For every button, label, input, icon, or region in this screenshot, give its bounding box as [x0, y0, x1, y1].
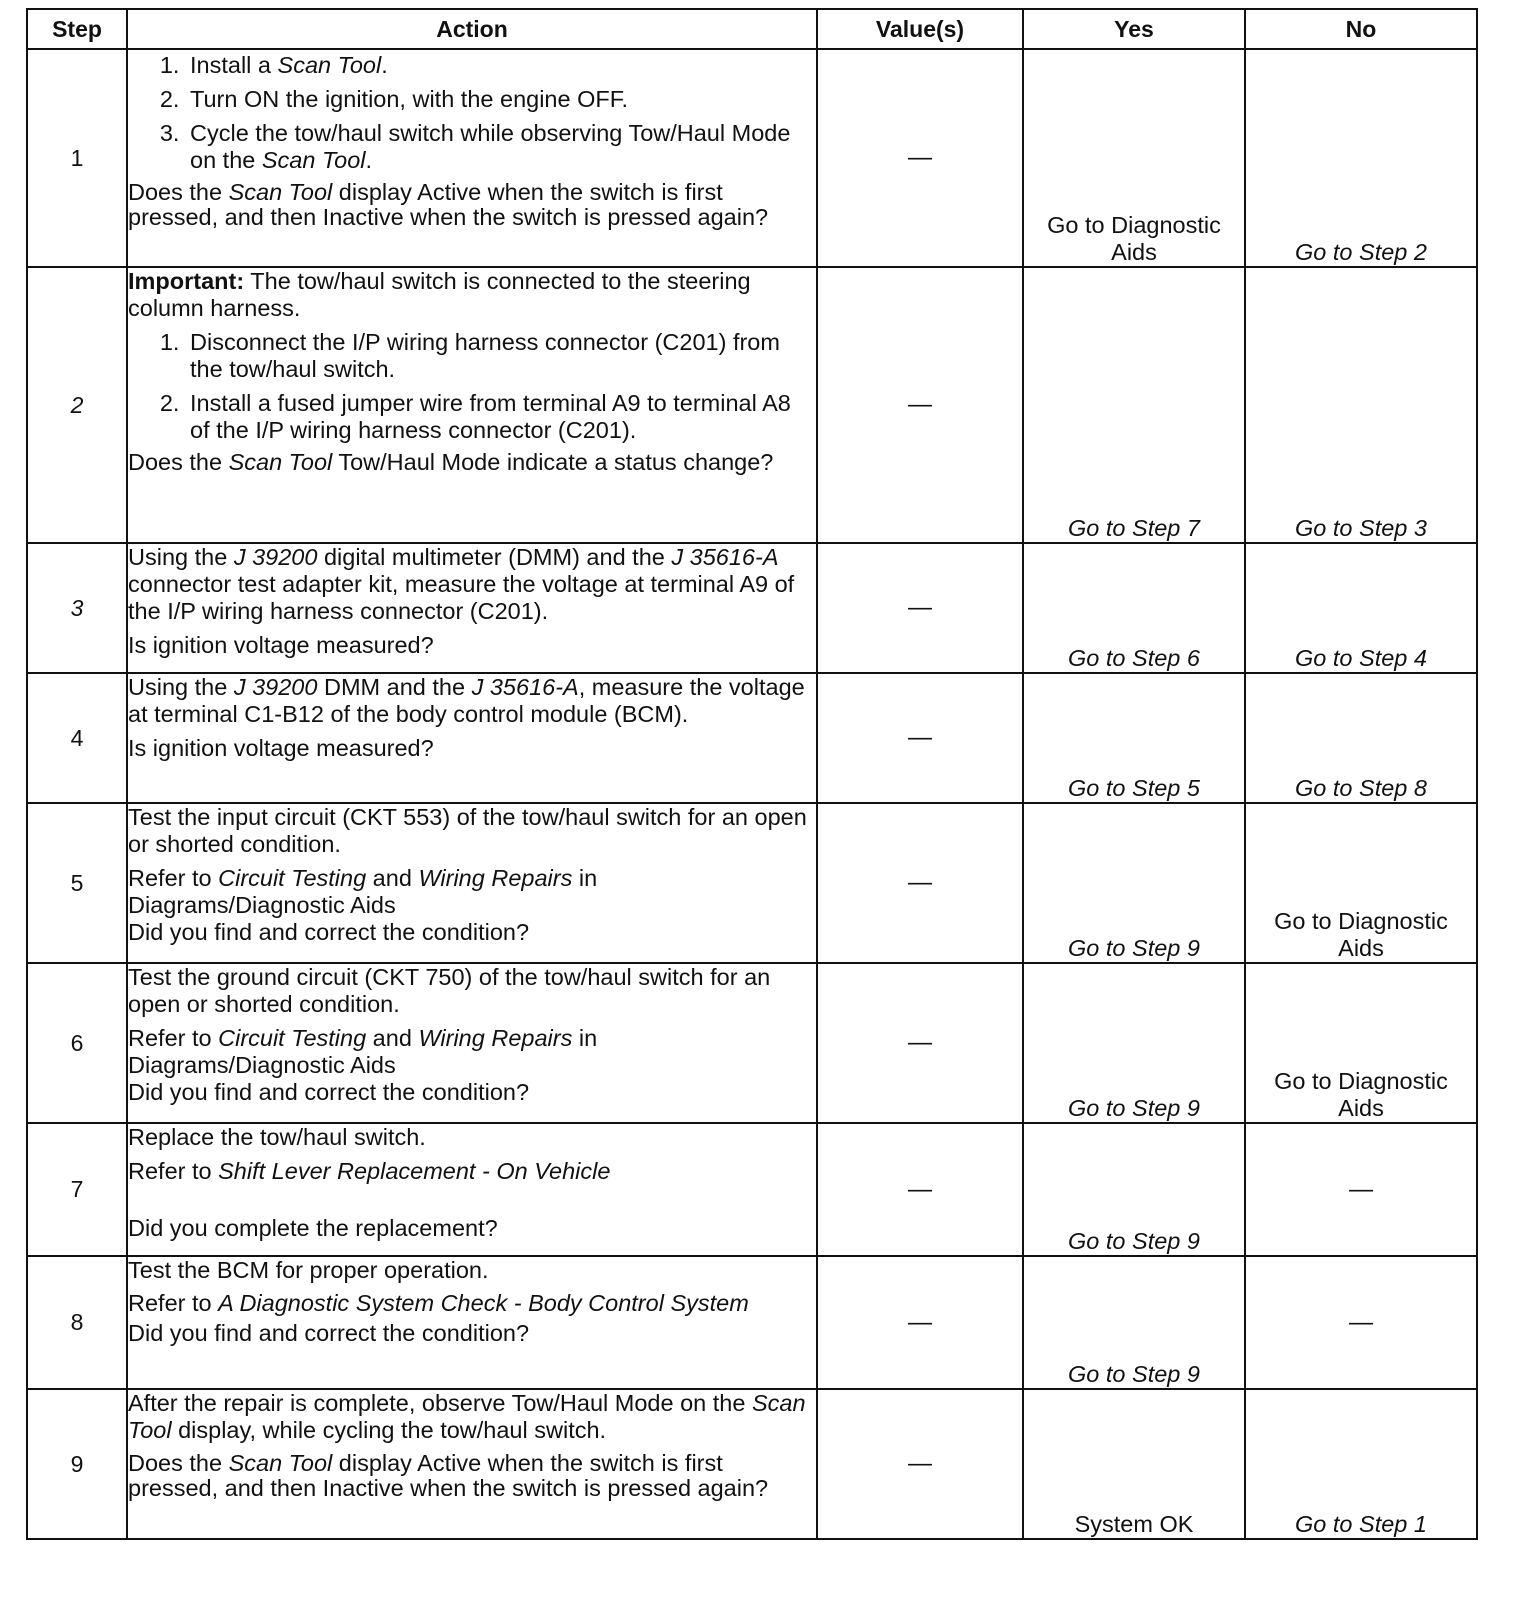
step-row-9 [27, 1389, 1477, 1539]
step-number: 2 [27, 267, 127, 543]
action-cell [127, 803, 817, 963]
step-row-6 [27, 963, 1477, 1123]
yes-cell: Go to Step 7 [1023, 267, 1245, 543]
refer-location: Diagrams/Diagnostic Aids [128, 892, 396, 918]
step-row-3 [27, 543, 1477, 673]
action-question: Did you find and correct the condition? [128, 919, 530, 945]
no-cell: Go to Step 3 [1245, 267, 1477, 543]
action-text: Using the J 39200 digital multimeter (DMM) and the J 35616-A connector test adapter kit, measure the voltage at terminal A9 of the I/P wiring harness connector (C201). [128, 544, 795, 624]
step-number: 8 [27, 1256, 127, 1389]
no-cell: — [1245, 1256, 1477, 1389]
no-cell: Go to Diagnostic Aids [1245, 803, 1477, 963]
action-list [128, 329, 816, 444]
list-item: 1. Install a Scan Tool. [186, 52, 816, 79]
step-number: 5 [27, 803, 127, 963]
action-text: Test the ground circuit (CKT 750) of the tow/haul switch for an open or shorted condition. [128, 964, 771, 1017]
step-number: 6 [27, 963, 127, 1123]
yes-cell: Go to Step 9 [1023, 1256, 1245, 1389]
header-step: Step [27, 9, 127, 49]
action-cell [127, 1389, 817, 1539]
refer-text: Refer to Circuit Testing and Wiring Repairs in [128, 1025, 598, 1051]
action-question: Is ignition voltage measured? [128, 632, 434, 658]
header-action: Action [127, 9, 817, 49]
action-cell [127, 1123, 817, 1256]
step-row-2 [27, 267, 1477, 543]
refer-text: Refer to Shift Lever Replacement - On Vehicle [128, 1158, 611, 1184]
action-cell [127, 543, 817, 673]
no-cell: Go to Diagnostic Aids [1245, 963, 1477, 1123]
yes-cell: Go to Step 9 [1023, 803, 1245, 963]
list-item: 2. Turn ON the ignition, with the engine OFF. [186, 86, 816, 113]
value-cell: — [817, 803, 1023, 963]
action-question: Does the Scan Tool display Active when the switch is first pressed, and then Inactive when the switch is pressed again? [128, 179, 769, 230]
action-text: Using the J 39200 DMM and the J 35616-A, measure the voltage at terminal C1-B12 of the body control module (BCM). [128, 674, 805, 727]
list-item: 1. Disconnect the I/P wiring harness connector (C201) from the tow/haul switch. [186, 329, 816, 383]
value-cell: — [817, 267, 1023, 543]
action-list [128, 52, 816, 174]
action-question: Is ignition voltage measured? [128, 735, 434, 761]
action-cell [127, 963, 817, 1123]
action-text: Test the input circuit (CKT 553) of the tow/haul switch for an open or shorted condition. [128, 804, 807, 857]
step-row-5 [27, 803, 1477, 963]
important-note: Important: The tow/haul switch is connected to the steering column harness. [128, 268, 751, 321]
no-cell: Go to Step 1 [1245, 1389, 1477, 1539]
refer-text: Refer to A Diagnostic System Check - Body Control System [128, 1290, 749, 1316]
yes-cell: Go to Step 5 [1023, 673, 1245, 803]
step-number: 9 [27, 1389, 127, 1539]
yes-cell: Go to Step 6 [1023, 543, 1245, 673]
value-cell: — [817, 49, 1023, 267]
action-question: Does the Scan Tool display Active when the switch is first pressed, and then Inactive when the switch is pressed again? [128, 1450, 769, 1501]
action-question: Did you find and correct the condition? [128, 1320, 530, 1346]
refer-text: Refer to Circuit Testing and Wiring Repairs in [128, 865, 598, 891]
header-yes: Yes [1023, 9, 1245, 49]
yes-cell: System OK [1023, 1389, 1245, 1539]
diagnostic-table [26, 8, 1478, 1540]
step-row-8 [27, 1256, 1477, 1389]
action-question: Did you complete the replacement? [128, 1215, 498, 1241]
value-cell: — [817, 963, 1023, 1123]
yes-cell: Go to Step 9 [1023, 1123, 1245, 1256]
action-cell [127, 673, 817, 803]
step-number: 3 [27, 543, 127, 673]
step-number: 4 [27, 673, 127, 803]
list-item: 2. Install a fused jumper wire from terminal A9 to terminal A8 of the I/P wiring harness connector (C201). [186, 390, 816, 444]
action-cell [127, 1256, 817, 1389]
list-item: 3. Cycle the tow/haul switch while observing Tow/Haul Mode on the Scan Tool. [186, 120, 816, 174]
step-row-7 [27, 1123, 1477, 1256]
action-cell [127, 267, 817, 543]
no-cell: Go to Step 8 [1245, 673, 1477, 803]
step-number: 1 [27, 49, 127, 267]
yes-cell: Go to Step 9 [1023, 963, 1245, 1123]
header-row [27, 9, 1477, 49]
no-cell: Go to Step 2 [1245, 49, 1477, 267]
step-number: 7 [27, 1123, 127, 1256]
value-cell: — [817, 1123, 1023, 1256]
no-cell: — [1245, 1123, 1477, 1256]
action-question: Does the Scan Tool Tow/Haul Mode indicate a status change? [128, 449, 774, 475]
value-cell: — [817, 673, 1023, 803]
step-row-1 [27, 49, 1477, 267]
header-values: Value(s) [817, 9, 1023, 49]
header-no: No [1245, 9, 1477, 49]
refer-location: Diagrams/Diagnostic Aids [128, 1052, 396, 1078]
action-question: Did you find and correct the condition? [128, 1079, 530, 1105]
action-text: Replace the tow/haul switch. [128, 1124, 426, 1150]
action-text: After the repair is complete, observe Tow/Haul Mode on the Scan Tool display, while cycling the tow/haul switch. [128, 1390, 806, 1443]
yes-cell: Go to Diagnostic Aids [1023, 49, 1245, 267]
action-text: Test the BCM for proper operation. [128, 1257, 489, 1283]
step-row-4 [27, 673, 1477, 803]
value-cell: — [817, 543, 1023, 673]
value-cell: — [817, 1256, 1023, 1389]
value-cell: — [817, 1389, 1023, 1539]
action-cell [127, 49, 817, 267]
no-cell: Go to Step 4 [1245, 543, 1477, 673]
